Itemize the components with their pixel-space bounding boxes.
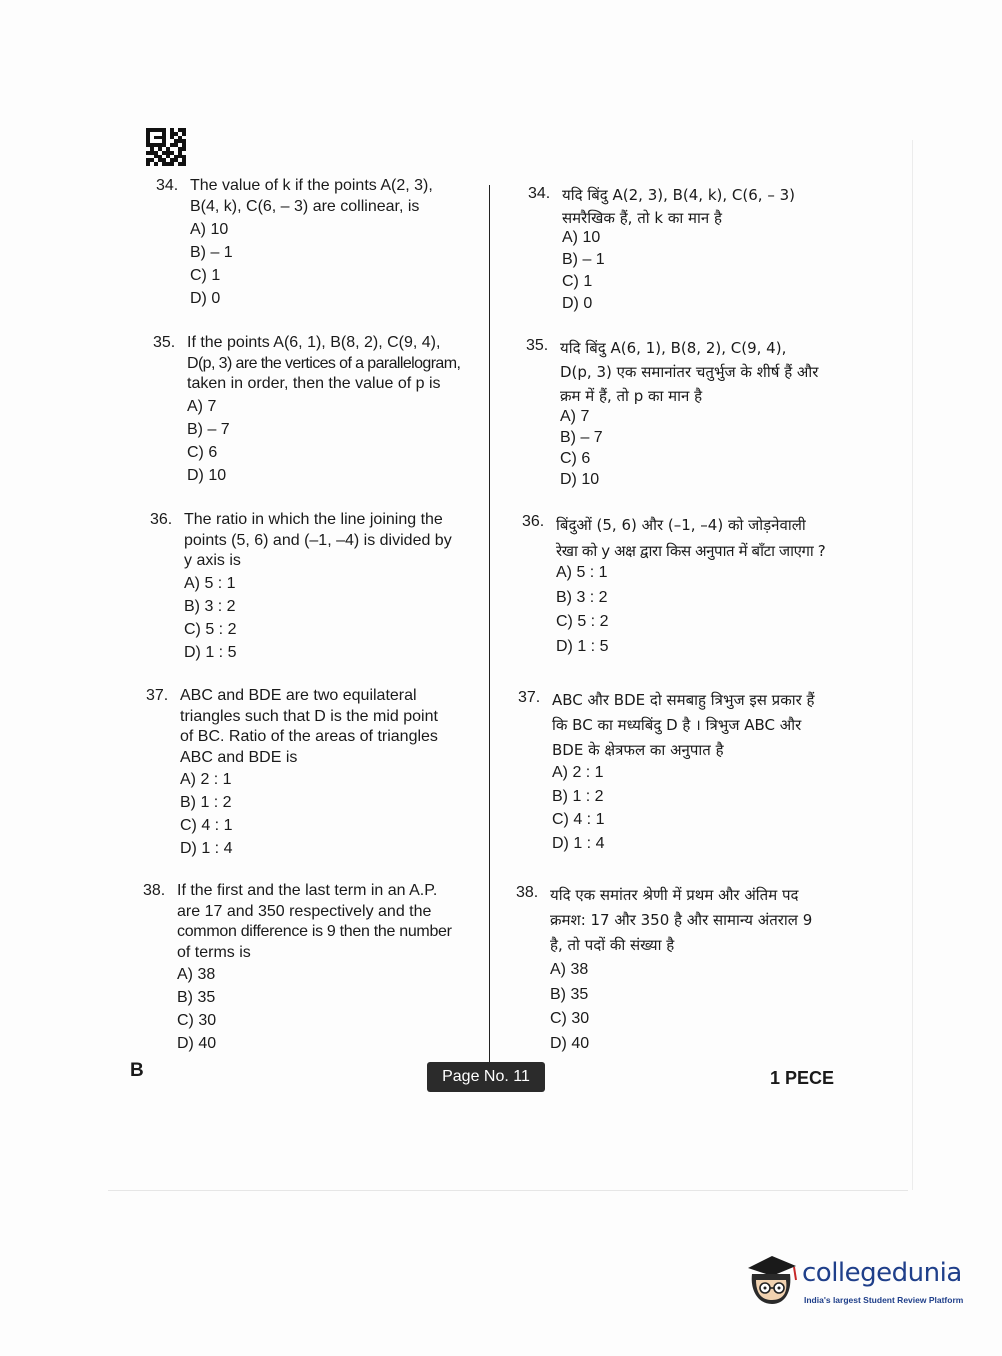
option-c: C) 30 [177, 1012, 217, 1029]
question-stem: यदि बिंदु A(6, 1), B(8, 2), C(9, 4), D(p, 3) एक समानांतर चतुर्भुज के शीर्ष हैं और क्रम में हैं, तो p का मान है [560, 339, 819, 405]
option-c: C) 4 : 1 [180, 817, 233, 834]
options-list [556, 561, 608, 659]
option-c: C) 4 : 1 [552, 811, 605, 828]
option-c: C) 5 : 2 [184, 621, 237, 638]
options-list [552, 761, 604, 855]
option-d: D) 0 [562, 295, 593, 312]
option-b: B) 3 : 2 [184, 598, 236, 615]
option-a: A) 7 [187, 398, 217, 415]
option-b: B) – 1 [190, 244, 233, 261]
question-number: 38. [143, 882, 166, 899]
option-d: D) 0 [190, 290, 221, 307]
option-b: B) 35 [177, 989, 216, 1006]
question-number: 35. [153, 334, 176, 351]
question-number: 35. [526, 337, 549, 354]
qr-code-icon [146, 128, 186, 166]
paper-code: 1 PECE [770, 1068, 835, 1088]
options-list [550, 958, 589, 1056]
options-list [180, 768, 232, 860]
logo-wordmark: collegedunia [802, 1258, 962, 1288]
question-number: 36. [522, 513, 545, 530]
option-b: B) – 7 [560, 429, 603, 446]
option-a: A) 7 [560, 408, 590, 425]
options-list [177, 963, 216, 1055]
logo-tagline: India's largest Student Review Platform [804, 1295, 964, 1305]
option-b: B) 3 : 2 [556, 588, 608, 606]
question-stem: The value of k if the points A(2, 3), B(4, k), C(6, – 3) are collinear, is [190, 177, 433, 215]
scan-edge-vertical [912, 140, 913, 1190]
mascot-icon [742, 1250, 800, 1310]
column-divider [489, 185, 490, 1065]
option-a: A) 10 [190, 221, 229, 238]
question-stem: यदि बिंदु A(2, 3), B(4, k), C(6, – 3) समरैखिक हैं, तो k का मान है [562, 186, 795, 227]
option-c: C) 6 [560, 450, 591, 467]
option-a: A) 10 [562, 229, 601, 246]
option-d: D) 40 [550, 1034, 590, 1052]
question-stem: The ratio in which the line joining the points (5, 6) and (–1, –4) is divided by y axis is [184, 511, 452, 569]
option-a: A) 2 : 1 [552, 764, 604, 781]
question-stem: बिंदुओं (5, 6) और (–1, –4) को जोड़नेवाली रेखा को y अक्ष द्वारा किस अनुपात में बाँटा जाएगा ? [556, 516, 826, 560]
option-c: C) 1 [190, 267, 221, 284]
option-a: A) 38 [550, 961, 589, 978]
option-d: D) 1 : 5 [184, 644, 237, 661]
option-b: B) – 1 [562, 251, 605, 268]
question-stem: यदि एक समांतर श्रेणी में प्रथम और अंतिम पद क्रमश: 17 और 350 है और सामान्य अंतराल 9 है, तो पदों की संख्या है [550, 886, 813, 954]
option-d: D) 1 : 5 [556, 637, 609, 655]
scan-edge-line [108, 1190, 908, 1191]
option-c: C) 6 [187, 444, 218, 461]
question-number: 36. [150, 511, 173, 528]
option-a: A) 5 : 1 [556, 564, 608, 581]
question-number: 37. [518, 689, 541, 706]
collegedunia-logo [742, 1250, 972, 1320]
options-list [560, 406, 603, 490]
question-number: 34. [156, 177, 179, 194]
question-stem: ABC और BDE दो समबाहु त्रिभुज इस प्रकार हैं कि BC का मध्यबिंदु D है । त्रिभुज ABC और BDE के क्षेत्रफल का अनुपात है [552, 691, 815, 759]
option-a: A) 5 : 1 [184, 575, 236, 592]
question-number: 37. [146, 687, 169, 704]
option-b: B) – 7 [187, 421, 230, 438]
option-d: D) 40 [177, 1035, 217, 1052]
option-b: B) 35 [550, 985, 589, 1003]
option-b: B) 1 : 2 [180, 794, 232, 811]
options-list [190, 218, 233, 310]
question-stem: If the points A(6, 1), B(8, 2), C(9, 4), D(p, 3) are the vertices of a parallelogram, taken in order, then the value of p is [187, 334, 461, 392]
option-c: C) 30 [550, 1010, 590, 1027]
series-code: B [130, 1060, 144, 1081]
option-b: B) 1 : 2 [552, 787, 604, 805]
question-number: 38. [516, 884, 539, 901]
option-d: D) 10 [560, 471, 600, 488]
option-d: D) 1 : 4 [180, 840, 233, 857]
option-c: C) 5 : 2 [556, 613, 609, 630]
page-number-badge: Page No. 11 [427, 1062, 545, 1092]
option-c: C) 1 [562, 273, 593, 290]
options-list [562, 226, 605, 315]
question-stem: If the first and the last term in an A.P. are 17 and 350 respectively and the common difference is 9 then the number of terms is [177, 882, 452, 961]
question-number: 34. [528, 185, 551, 202]
option-d: D) 10 [187, 467, 227, 484]
question-stem: ABC and BDE are two equilateral triangles such that D is the mid point of BC. Ratio of the areas of triangles ABC and BDE is [180, 687, 438, 766]
option-d: D) 1 : 4 [552, 834, 605, 852]
options-list [184, 572, 236, 664]
option-a: A) 38 [177, 966, 216, 983]
options-list [187, 395, 230, 487]
option-a: A) 2 : 1 [180, 771, 232, 788]
